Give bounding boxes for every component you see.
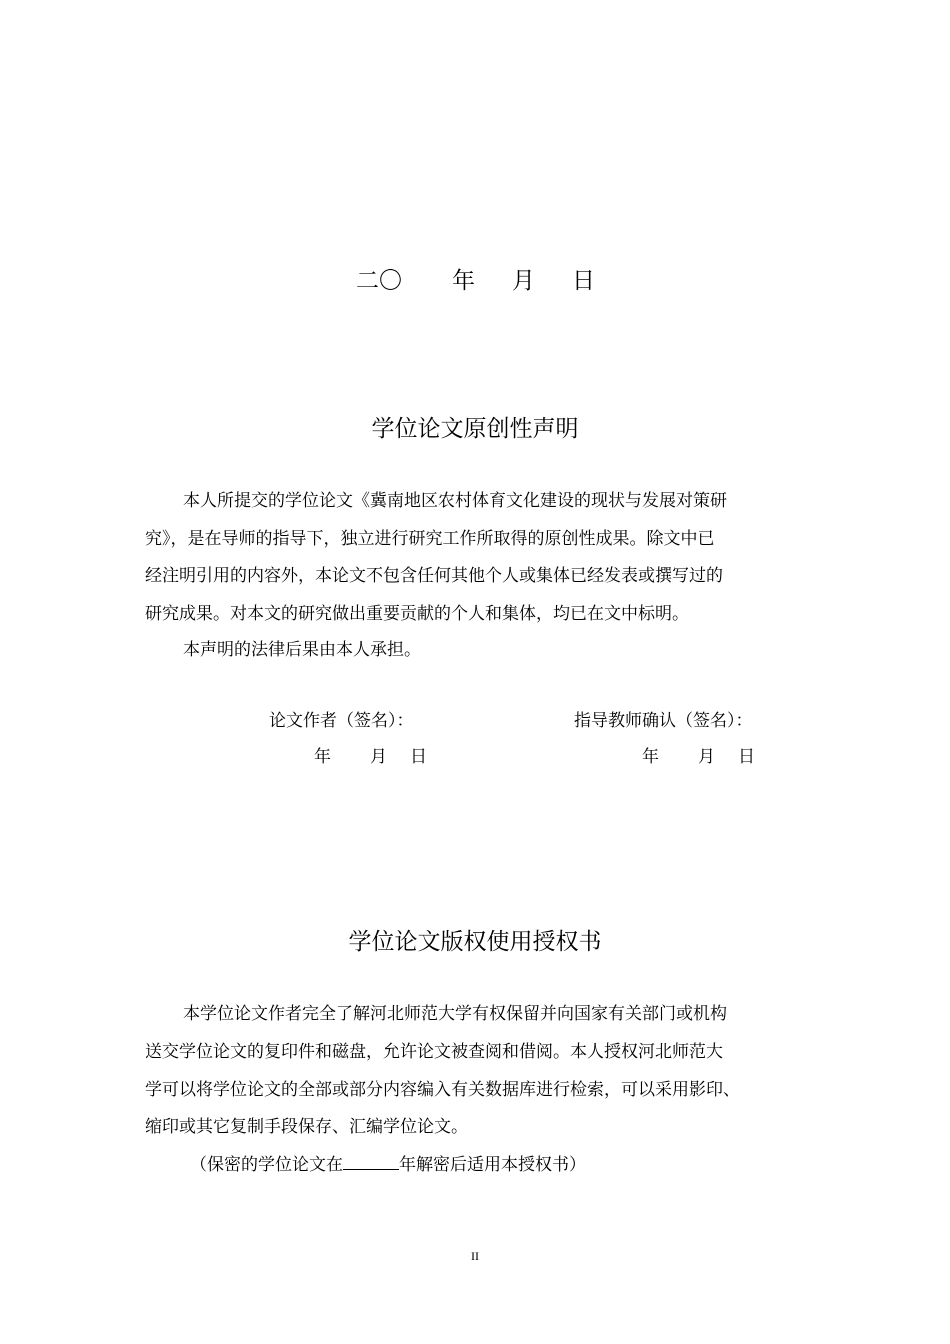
advisor-date-month: 月 [698,747,715,767]
originality-line-1: 本人所提交的学位论文《冀南地区农村体育文化建设的现状与发展对策研 [183,491,727,511]
author-signature-label: 论文作者（签名）： [269,711,414,731]
page-number: II [471,1249,479,1263]
originality-line-2: 究》，是在导师的指导下，独立进行研究工作所取得的原创性成果。除文中已 [145,529,715,549]
author-date-month: 月 [370,747,387,767]
copyright-title: 学位论文版权使用授权书 [348,929,602,955]
advisor-date-year: 年 [642,747,659,767]
advisor-signature-label: 指导教师确认（签名）： [574,711,753,731]
author-sign-date [314,748,427,767]
secret-note-suffix: 年解密后适用本授权书） [399,1155,586,1175]
date-year-label: 年 [452,268,475,294]
secret-note [190,1155,586,1175]
author-date-year: 年 [314,747,331,767]
date-month-label: 月 [512,268,535,294]
secret-note-prefix: （保密的学位论文在 [190,1155,343,1175]
originality-title: 学位论文原创性声明 [371,416,579,442]
copyright-line-3: 学可以将学位论文的全部或部分内容编入有关数据库进行检索，可以采用影印、 [145,1080,740,1100]
advisor-sign-date [642,748,755,767]
copyright-line-4: 缩印或其它复制手段保存、汇编学位论文。 [145,1117,468,1137]
date-prefix: 二〇 [356,268,402,294]
author-date-day: 日 [410,747,427,767]
originality-line-4: 研究成果。对本文的研究做出重要贡献的个人和集体，均已在文中标明。 [145,604,689,624]
secret-years-blank [343,1155,399,1170]
date-day-label: 日 [572,268,595,294]
originality-line-3: 经注明引用的内容外，本论文不包含任何其他个人或集体已经发表或撰写过的 [145,566,723,586]
copyright-line-2: 送交学位论文的复印件和磁盘，允许论文被查阅和借阅。本人授权河北师范大 [145,1042,723,1062]
copyright-line-1: 本学位论文作者完全了解河北师范大学有权保留并向国家有关部门或机构 [183,1004,727,1024]
advisor-date-day: 日 [738,747,755,767]
date-header [356,262,595,295]
originality-line-5: 本声明的法律后果由本人承担。 [183,640,421,660]
